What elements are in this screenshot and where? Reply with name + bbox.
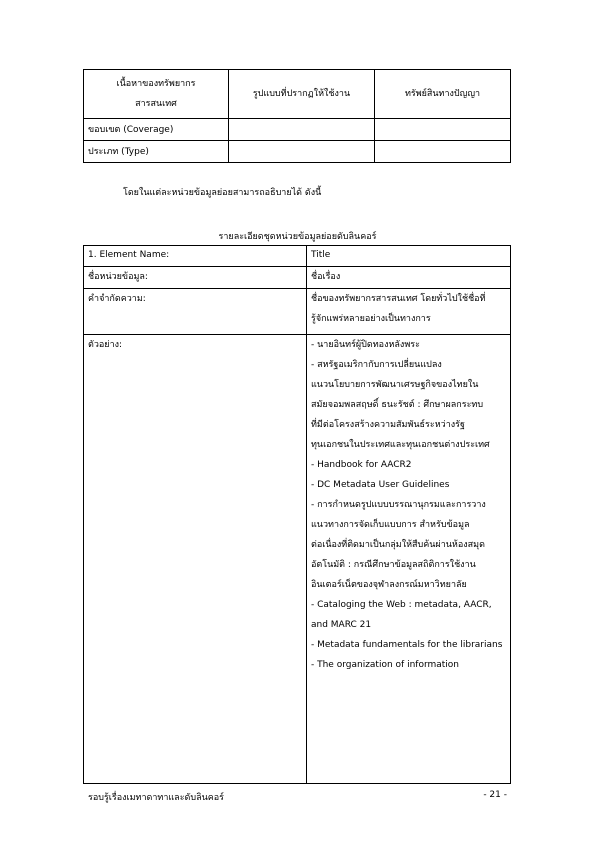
header-content-line2: สารสนเทศ [135,99,177,109]
example-line: - การกำหนดรูปแบบบรรณานุกรมและการวาง [311,500,486,510]
row-label: 1. Element Name: [84,246,307,267]
row-value: ชื่อเรื่อง [307,267,511,289]
table-row [84,267,511,289]
table-cell [229,119,375,141]
row-label: คำจำกัดความ: [84,289,307,335]
table-cell [375,141,511,163]
header-content-line1: เนื้อหาของทรัพยากร [116,79,196,89]
example-line: ทุนเอกชนในประเทศและทุนเอกชนต่างประเทศ [311,440,490,450]
example-line: - The organization of information [311,660,460,670]
example-line: and MARC 21 [311,620,372,630]
example-line: ที่มีต่อโครงสร้างความสัมพันธ์ระหว่างรัฐ [311,420,465,430]
table-row [84,141,511,163]
table-caption: รายละเอียดชุดหน่วยข้อมูลย่อยดับลินคอร์ [218,232,377,242]
example-line: ต่อเนื่องที่ติดมาเป็นกลุ่มให้สืบค้นผ่านห้องสมุด [311,540,485,550]
table-cell [375,119,511,141]
example-line: - Metadata fundamentals for the librarians [311,640,503,650]
table-header-row [84,70,511,119]
page-number: - 21 - [483,790,507,800]
row-label: ชื่อหน่วยข้อมูล: [84,267,307,289]
footer-book-title: รอบรู้เรื่องเมทาดาทาและดับลินคอร์ [88,793,225,803]
example-line: อินเตอร์เน็ตของจุฬาลงกรณ์มหาวิทยาลัย [311,580,467,590]
example-line: - DC Metadata User Guidelines [311,480,450,490]
table-cell [229,141,375,163]
resource-attribute-table [83,69,511,163]
example-line: แนวนโยบายการพัฒนาเศรษฐกิจของไทยใน [311,380,479,390]
table-row [84,246,511,267]
example-line: สมัยจอมพลสฤษดิ์ ธนะรัชต์ : ศึกษาผลกระทบ [311,400,484,410]
element-detail-table [83,245,511,784]
example-line: - Handbook for AACR2 [311,460,412,470]
value-line: ชื่อของทรัพยากรสารสนเทศ โดยทั่วไปใช้ชื่อที่ [311,294,486,304]
example-line: - สหรัฐอเมริกากับการเปลี่ยนแปลง [311,360,442,370]
row-value [307,289,511,335]
table-row [84,335,511,784]
example-line: - Cataloging the Web : metadata, AACR, [311,600,492,610]
example-line: อัตโนมัติ : กรณีศึกษาข้อมูลสถิติการใช้งาน [311,560,476,570]
value-line: รู้จักแพร่หลายอย่างเป็นทางการ [311,314,431,324]
intro-paragraph: โดยในแต่ละหน่วยข้อมูลย่อยสามารถอธิบายได้ ดังนี้ [123,188,322,198]
table-row [84,119,511,141]
header-ip: ทรัพย์สินทางปัญญา [375,70,511,119]
table-row [84,289,511,335]
table-cell: ประเภท (Type) [84,141,229,163]
row-value: Title [307,246,511,267]
example-line: - นายอินทร์ผู้ปิดทองหลังพระ [311,340,420,350]
header-content [84,70,229,119]
row-label: ตัวอย่าง: [84,335,307,784]
row-value-examples [307,335,511,784]
table-cell: ขอบเขต (Coverage) [84,119,229,141]
example-line: แนวทางการจัดเก็บแบบการ สำหรับข้อมูล [311,520,470,530]
header-format: รูปแบบที่ปรากฏให้ใช้งาน [229,70,375,119]
